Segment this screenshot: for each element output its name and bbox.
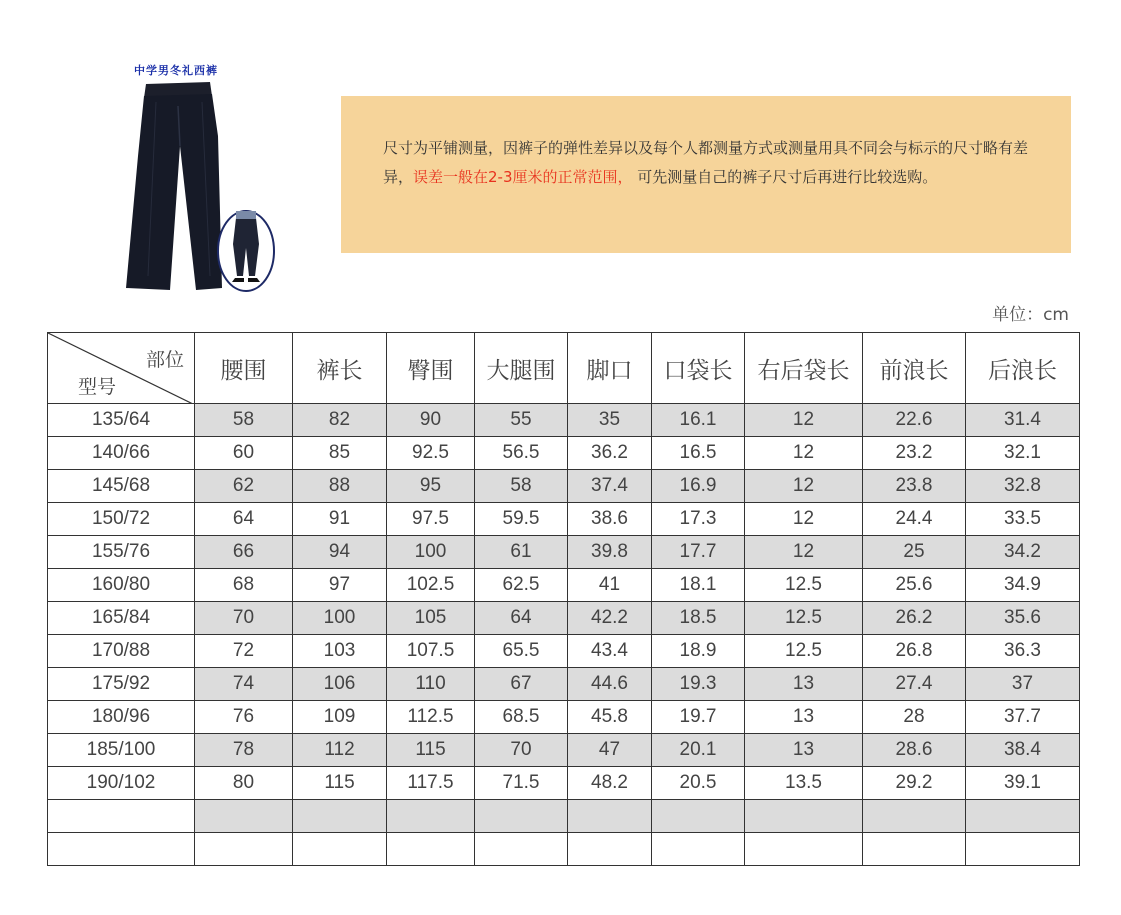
measurement-cell: 85 (293, 437, 387, 470)
measurement-cell: 13 (745, 668, 863, 701)
measurement-cell: 58 (475, 470, 568, 503)
measurement-cell: 23.8 (863, 470, 966, 503)
measurement-cell (568, 833, 652, 866)
measurement-cell (745, 800, 863, 833)
measurement-cell: 38.4 (966, 734, 1080, 767)
size-cell: 175/92 (48, 668, 195, 701)
measurement-cell: 106 (293, 668, 387, 701)
measurement-cell: 64 (195, 503, 293, 536)
measurement-cell: 94 (293, 536, 387, 569)
measurement-cell: 26.2 (863, 602, 966, 635)
measurement-cell: 26.8 (863, 635, 966, 668)
measurement-cell: 13 (745, 701, 863, 734)
measurement-cell: 100 (293, 602, 387, 635)
measurement-cell: 64 (475, 602, 568, 635)
measurement-cell (863, 800, 966, 833)
measurement-cell: 91 (293, 503, 387, 536)
measurement-cell: 12 (745, 404, 863, 437)
measurement-cell: 62.5 (475, 569, 568, 602)
column-header: 臀围 (387, 333, 475, 404)
measurement-cell: 31.4 (966, 404, 1080, 437)
size-cell: 145/68 (48, 470, 195, 503)
measurement-cell (195, 800, 293, 833)
measurement-cell: 62 (195, 470, 293, 503)
table-row (48, 470, 1080, 503)
measurement-cell: 44.6 (568, 668, 652, 701)
measurement-cell (568, 800, 652, 833)
table-row (48, 833, 1080, 866)
size-cell: 185/100 (48, 734, 195, 767)
measurement-cell: 80 (195, 767, 293, 800)
measurement-cell: 72 (195, 635, 293, 668)
measurement-cell: 20.1 (652, 734, 745, 767)
measurement-cell: 22.6 (863, 404, 966, 437)
measurement-cell: 18.5 (652, 602, 745, 635)
size-cell: 180/96 (48, 701, 195, 734)
note-text-part1: 尺寸为平铺测量，因裤子的弹性差异以及每个人都测量方式或测量用具不同会与标示的尺寸略有差异， (383, 139, 1029, 186)
measurement-cell: 105 (387, 602, 475, 635)
measurement-cell: 102.5 (387, 569, 475, 602)
measurement-cell (745, 833, 863, 866)
measurement-cell: 56.5 (475, 437, 568, 470)
measurement-cell: 82 (293, 404, 387, 437)
measurement-cell: 24.4 (863, 503, 966, 536)
measurement-cell: 28 (863, 701, 966, 734)
size-cell: 135/64 (48, 404, 195, 437)
column-header: 口袋长 (652, 333, 745, 404)
size-cell: 170/88 (48, 635, 195, 668)
size-cell: 155/76 (48, 536, 195, 569)
measurement-cell: 27.4 (863, 668, 966, 701)
size-cell (48, 833, 195, 866)
unit-label: 单位：cm (992, 305, 1069, 325)
measurement-cell: 66 (195, 536, 293, 569)
column-header: 脚口 (568, 333, 652, 404)
measurement-cell: 12 (745, 470, 863, 503)
column-header: 裤长 (293, 333, 387, 404)
measurement-cell: 37.7 (966, 701, 1080, 734)
note-text-part2: 可先测量自己的裤子尺寸后再进行比较选购。 (632, 168, 938, 186)
measurement-cell: 28.6 (863, 734, 966, 767)
measurement-cell: 38.6 (568, 503, 652, 536)
measurement-cell: 68 (195, 569, 293, 602)
measurement-cell: 88 (293, 470, 387, 503)
measurement-cell: 65.5 (475, 635, 568, 668)
measurement-cell: 32.8 (966, 470, 1080, 503)
measurement-cell (293, 833, 387, 866)
table-row (48, 734, 1080, 767)
measurement-cell (387, 800, 475, 833)
measurement-cell: 70 (475, 734, 568, 767)
measurement-cell: 117.5 (387, 767, 475, 800)
measurement-cell: 109 (293, 701, 387, 734)
measurement-cell: 68.5 (475, 701, 568, 734)
measurement-cell: 12.5 (745, 635, 863, 668)
measurement-cell: 16.9 (652, 470, 745, 503)
measurement-cell: 25 (863, 536, 966, 569)
table-corner-cell (48, 333, 195, 404)
table-row (48, 602, 1080, 635)
measurement-cell (195, 833, 293, 866)
measurement-cell: 23.2 (863, 437, 966, 470)
measurement-cell: 16.1 (652, 404, 745, 437)
measurement-cell: 110 (387, 668, 475, 701)
measurement-cell: 95 (387, 470, 475, 503)
measurement-cell: 115 (387, 734, 475, 767)
table-row (48, 536, 1080, 569)
measurement-cell: 36.3 (966, 635, 1080, 668)
table-row (48, 503, 1080, 536)
measurement-cell: 12 (745, 503, 863, 536)
measurement-cell: 47 (568, 734, 652, 767)
size-chart-table (47, 332, 1080, 866)
size-cell: 140/66 (48, 437, 195, 470)
measurement-cell: 100 (387, 536, 475, 569)
measurement-cell: 12.5 (745, 569, 863, 602)
measurement-cell: 61 (475, 536, 568, 569)
table-row (48, 767, 1080, 800)
column-header: 大腿围 (475, 333, 568, 404)
measurement-cell (475, 800, 568, 833)
measurement-cell: 67 (475, 668, 568, 701)
measurement-cell: 41 (568, 569, 652, 602)
table-body (48, 404, 1080, 866)
measurement-cell: 59.5 (475, 503, 568, 536)
size-cell: 160/80 (48, 569, 195, 602)
measurement-cell: 36.2 (568, 437, 652, 470)
size-cell: 190/102 (48, 767, 195, 800)
measurement-cell: 32.1 (966, 437, 1080, 470)
measurement-cell: 16.5 (652, 437, 745, 470)
measurement-cell: 92.5 (387, 437, 475, 470)
measurement-cell: 35 (568, 404, 652, 437)
measurement-cell: 42.2 (568, 602, 652, 635)
measurement-cell: 13 (745, 734, 863, 767)
measurement-cell: 34.9 (966, 569, 1080, 602)
measurement-cell: 97 (293, 569, 387, 602)
measurement-cell (293, 800, 387, 833)
measurement-cell: 90 (387, 404, 475, 437)
column-header: 右后袋长 (745, 333, 863, 404)
measurement-cell: 60 (195, 437, 293, 470)
corner-label-size: 型号 (78, 377, 117, 398)
measurement-cell: 39.8 (568, 536, 652, 569)
product-title: 中学男冬礼西裤 (134, 64, 218, 77)
table-row (48, 569, 1080, 602)
column-header: 腰围 (195, 333, 293, 404)
table-row (48, 635, 1080, 668)
measurement-cell: 97.5 (387, 503, 475, 536)
measurement-cell: 115 (293, 767, 387, 800)
measurement-cell: 34.2 (966, 536, 1080, 569)
measurement-cell: 74 (195, 668, 293, 701)
note-text-highlight: 误差一般在2-3厘米的正常范围， (413, 168, 633, 186)
table-row (48, 668, 1080, 701)
measurement-cell: 39.1 (966, 767, 1080, 800)
measurement-cell: 12 (745, 437, 863, 470)
measurement-cell: 112.5 (387, 701, 475, 734)
column-header: 后浪长 (966, 333, 1080, 404)
measurement-cell: 78 (195, 734, 293, 767)
measurement-cell: 33.5 (966, 503, 1080, 536)
measurement-cell: 18.1 (652, 569, 745, 602)
measurement-cell: 43.4 (568, 635, 652, 668)
measurement-cell: 48.2 (568, 767, 652, 800)
measurement-cell: 107.5 (387, 635, 475, 668)
measurement-cell: 103 (293, 635, 387, 668)
measurement-cell: 70 (195, 602, 293, 635)
size-cell: 150/72 (48, 503, 195, 536)
measurement-cell: 25.6 (863, 569, 966, 602)
measurement-cell (966, 800, 1080, 833)
table-row (48, 701, 1080, 734)
measurement-cell: 112 (293, 734, 387, 767)
measurement-cell: 17.7 (652, 536, 745, 569)
measurement-cell: 13.5 (745, 767, 863, 800)
measurement-cell (387, 833, 475, 866)
column-header: 前浪长 (863, 333, 966, 404)
measurement-cell (966, 833, 1080, 866)
measurement-cell: 12 (745, 536, 863, 569)
table-header-row (48, 333, 1080, 404)
measurement-cell: 45.8 (568, 701, 652, 734)
measurement-cell (475, 833, 568, 866)
measurement-cell: 37.4 (568, 470, 652, 503)
table-row (48, 404, 1080, 437)
measurement-cell: 58 (195, 404, 293, 437)
measurement-cell (652, 833, 745, 866)
measurement-cell: 19.7 (652, 701, 745, 734)
measurement-cell: 12.5 (745, 602, 863, 635)
size-cell: 165/84 (48, 602, 195, 635)
measurement-cell: 37 (966, 668, 1080, 701)
measurement-cell: 18.9 (652, 635, 745, 668)
pants-product-image (118, 76, 288, 296)
table-row (48, 437, 1080, 470)
measurement-cell: 55 (475, 404, 568, 437)
measurement-cell: 19.3 (652, 668, 745, 701)
measurement-cell: 17.3 (652, 503, 745, 536)
table-row (48, 800, 1080, 833)
size-cell (48, 800, 195, 833)
measurement-note (341, 96, 1071, 253)
measurement-cell: 35.6 (966, 602, 1080, 635)
measurement-cell: 71.5 (475, 767, 568, 800)
measurement-cell: 76 (195, 701, 293, 734)
corner-label-part: 部位 (145, 350, 184, 371)
measurement-cell: 29.2 (863, 767, 966, 800)
measurement-cell: 20.5 (652, 767, 745, 800)
measurement-cell (652, 800, 745, 833)
measurement-cell (863, 833, 966, 866)
